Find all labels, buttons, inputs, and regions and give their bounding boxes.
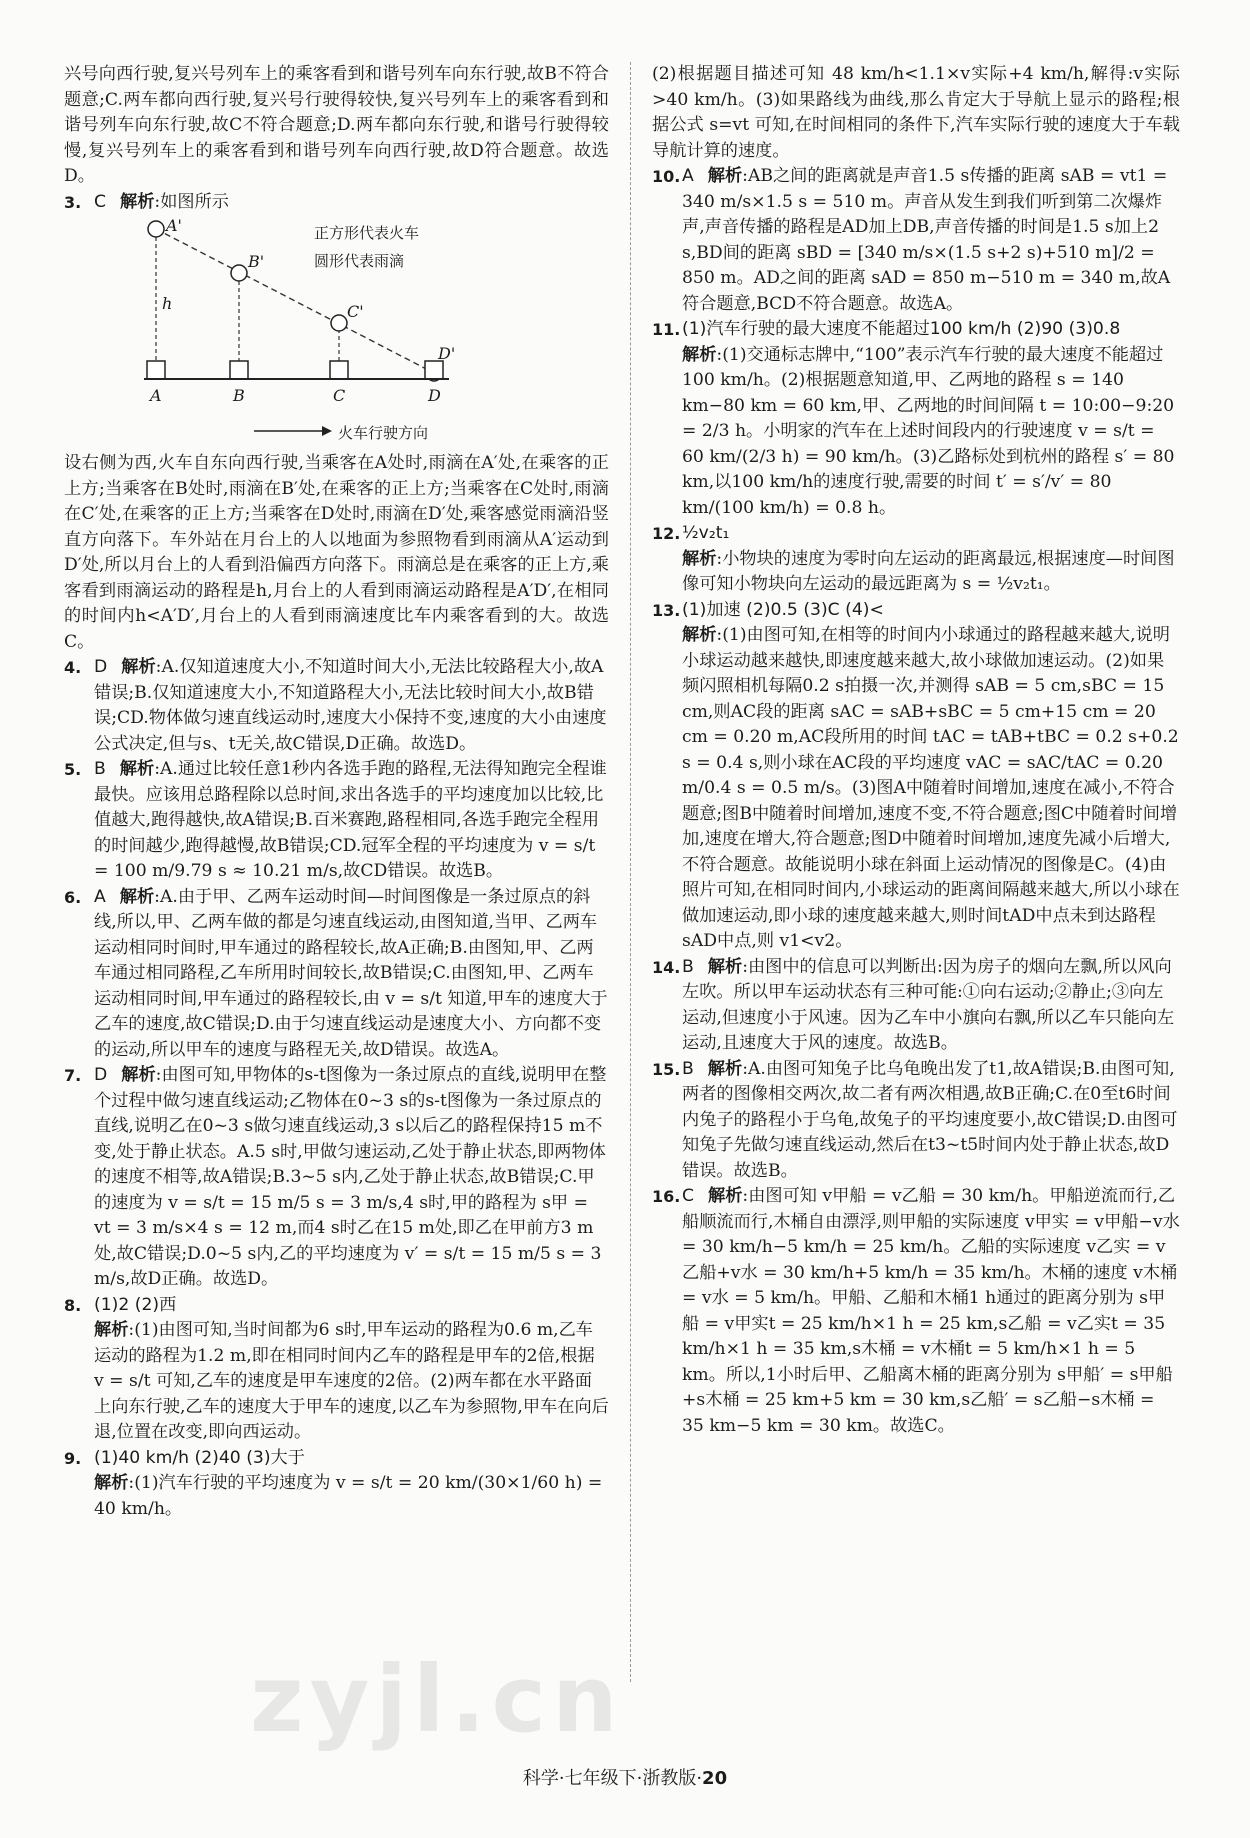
- raindrop-b: [231, 265, 247, 281]
- page-footer: [0, 1764, 1250, 1790]
- column-divider: [630, 62, 631, 1682]
- rain-train-diagram: A' B' C' D' A B C D h 正方形代表火车 圆形代表雨滴 火车行驶方向: [104, 219, 564, 449]
- raindrop-a: [148, 221, 164, 237]
- question-13: 13. (1)加速 (2)0.5 (3)C (4)< 解析:(1)由图可知,在相等的时间内小球通过的路程越来越大,说明小球运动越来越快,即速度越来越大,故小球做加速运动。(2)如果频闪照相机每隔0.2 s拍摄一次,并测得 sAB = 5 cm,sBC = 15 cm,则AC段的距离 sAC = sAB+sBC = 5 cm+15 cm = 20 cm = 0.20 m,AC段所用的时间 tAC = tAB+tBC = 0.2 s+0.2 s = 0.4 s,则小球在AC段的平均速度 vAC = sAC/tAC = 0.20 m/0.4 s = 0.5 m/s。(3)图A中随着时间增加,速度在减小,不符合题意;图B中随着时间增加,速度不变,不符合题意;图C中随着时间增加,速度在增大,符合题意;图D中随着时间增加,速度先减小后增大,不符合题意。故能说明小球在斜面上运动情况的图像是C。(4)由照片可知,在相同时间内,小球运动的距离间隔越来越大,所以小球在做加速运动,即小球的速度越来越大,则时间tAD中点未到达路程sAD中点,则 v1<v2。: [652, 599, 1180, 951]
- train-b: [230, 361, 248, 379]
- page-number: 20: [702, 1768, 728, 1789]
- arrow-head: [322, 426, 332, 436]
- question-15: 15. B 解析:A.由图可知兔子比乌龟晚出发了t1,故A错误;B.由图可知,两者的图像相交两次,故二者有两次相遇,故B正确;C.在0至t6时间内兔子的路程小于乌龟,故兔子的平均速度要小,故C错误;D.由图可知兔子先做匀速直线运动,然后在t3~t5时间内处于静止状态,故D错误。故选B。: [652, 1058, 1178, 1181]
- question-5: 5. B 解析:A.通过比较任意1秒内各选手跑的路程,无法得知跑完全程谁最快。应该用总路程除以总时间,求出各选手的平均速度加以比较,比值越大,跑得越快,故A错误;B.百米赛跑,路程相同,各选手跑完全程用的时间越少,跑得越慢,故B错误;CD.冠军全程的平均速度为 v = s/t = 100 m/9.79 s ≈ 10.21 m/s,故CD错误。故选B。: [64, 759, 607, 881]
- question-12: 12. ½v₂t₁ 解析:小物块的速度为零时向左运动的距离最远,根据速度—时间图像可知小物块向左运动的最远距离为 s = ½v₂t₁。: [652, 523, 1175, 594]
- right-column: [652, 62, 1180, 1439]
- question-7: 7. D 解析:由图可知,甲物体的s-t图像为一条过原点的直线,说明甲在整个过程中做匀速直线运动;乙物体在0~3 s的s-t图像为一条过原点的直线,说明乙在0~3 s做匀速直线运动,3 s以后乙的路程保持15 m不变,处于静止状态。A.5 s时,甲做匀速运动,乙处于静止状态,即两物体的速度不相等,故A错误;B.3~5 s内,乙处于静止状态,故B错误;C.甲的速度为 v = s/t = 15 m/5 s = 3 m/s,4 s时,甲的路程为 s甲 = vt = 3 m/s×4 s = 12 m,而4 s时乙在15 m处,即乙在甲前方3 m处,故C错误;D.0~5 s内,乙的平均速度为 v′ = s/t = 15 m/5 s = 3 m/s,故D正确。故选D。: [64, 1065, 607, 1289]
- arrow-label: 火车行驶方向: [338, 424, 429, 442]
- question-16: 16. C 解析:由图可知 v甲船 = v乙船 = 30 km/h。甲船逆流而行,乙船顺流而行,木桶自由漂浮,则甲船的实际速度 v甲实 = v甲船−v水 = 30 km/h−5 km/h = 25 km/h。乙船的实际速度 v乙实 = v乙船+v水 = 30 km/h+5 km/h = 35 km/h。木桶的速度 v木桶 = v水 = 5 km/h。甲船、乙船和木桶1 h通过的距离分别为 s甲船 = v甲实t = 25 km/h×1 h = 25 km,s乙船 = v乙实t = 35 km/h×1 h = 35 km,s木桶 = v木桶t = 5 km/h×1 h = 5 km。所以,1小时后甲、乙船离木桶的距离分别为 s甲船′ = s甲船+s木桶 = 25 km+5 km = 30 km,s乙船′ = s乙船−s木桶 = 35 km−5 km = 30 km。故选C。: [652, 1186, 1180, 1436]
- footer-subject: 科学·七年级下·浙教版·: [522, 1768, 703, 1789]
- question-14: 14. B 解析:由图中的信息可以判断出:因为房子的烟向左飘,所以风向左吹。所以甲车运动状态有三种可能:①向右运动;②静止;③向左运动,但速度小于风速。因为乙车中小旗向右飘,所以乙车只能向左运动,且速度大于风的速度。故选B。: [652, 956, 1175, 1053]
- q3-explanation: 设右侧为西,火车自东向西行驶,当乘客在A处时,雨滴在A′处,在乘客的正上方;当乘客在B处时,雨滴在B′处,在乘客的正上方;当乘客在C处时,雨滴在C′处,在乘客的正上方;当乘客在D处时,雨滴在D′处,乘客感觉雨滴沿竖直方向落下。车外站在月台上的人以地面为参照物看到雨滴从A′运动到D′处,所以月台上的人看到沿偏西方向落下。雨滴总是在乘客的正上方,乘客看到雨滴运动的路程是h,月台上的人看到雨滴运动路程是A′D′,在相同的时间内h<A′D′,月台上的人看到雨滴速度比车内乘客看到的大。故选C。: [64, 453, 609, 652]
- train-a: [147, 361, 165, 379]
- question-4: 4. D 解析:A.仅知道速度大小,不知道时间大小,无法比较路程大小,故A错误;B.仅知道速度大小,不知道路程大小,无法比较时间大小,故B错误;CD.物体做匀速直线运动时,速度大小保持不变,速度的大小由速度公式决定,但与s、t无关,故C错误,D正确。故选D。: [64, 657, 607, 754]
- train-c: [330, 361, 348, 379]
- question-6: 6. A 解析:A.由于甲、乙两车运动时间—时间图像是一条过原点的斜线,所以,甲、乙两车做的都是匀速直线运动,由图知道,当甲、乙两车运动相同时间时,甲车通过的路程较长,故A正确;B.由图知,甲、乙两车通过相同路程,乙车所用时间较长,故B错误;C.由图知,甲、乙两车运动相同时间,甲车通过的路程较长,由 v = s/t 知道,甲车的速度大于乙车的速度,故C错误;D.由于匀速直线运动是速度大小、方向都不变的运动,所以甲车的速度与路程无关,故D错误。故选A。: [64, 886, 608, 1060]
- question-3: 3. C 解析:如图所示: [64, 191, 229, 212]
- continued-text-right: (2)根据题目描述可知 48 km/h<1.1×v实际+4 km/h,解得:v实际>40 km/h。(3)如果路线为曲线,那么肯定大于导航上显示的路程;根据公式 s=vt 可知,在时间相同的条件下,汽车实际行驶的速度大于车载导航计算的速度。: [652, 64, 1180, 161]
- legend-square: 正方形代表火车: [314, 224, 420, 242]
- question-10: 10. A 解析:AB之间的距离就是声音1.5 s传播的距离 sAB = vt1 = 340 m/s×1.5 s = 510 m。声音从发生到我们听到第二次爆炸声,声音传播的路程是AD加上DB,声音传播的时间是1.5 s加上2 s,BD间的距离 sBD = [340 m/s×(1.5 s+2 s)+510 m]/2 = 850 m。AD之间的距离 sAD = 850 m−510 m = 340 m,故A符合题意,BCD不符合题意。故选A。: [652, 166, 1171, 314]
- watermark: zyjl.cn: [250, 1646, 624, 1753]
- question-9: 9. (1)40 km/h (2)40 (3)大于 解析:(1)汽车行驶的平均速度为 v = s/t = 20 km/(30×1/60 h) = 40 km/h。: [64, 1447, 603, 1519]
- raindrop-c: [331, 315, 347, 331]
- question-11: 11. (1)汽车行驶的最大速度不能超过100 km/h (2)90 (3)0.8 解析:(1)交通标志牌中,“100”表示汽车行驶的最大速度不能超过100 km/h。(2)根据题意知道,甲、乙两地的路程 s = 140 km−80 km = 60 km,甲、乙两地的时间间隔 t = 10:00−9:20 = 2/3 h。小明家的汽车在上述时间段内的行驶速度 v = s/t = 60 km/(2/3 h) = 90 km/h。(3)乙路标处到杭州的路程 s′ = 80 km,以100 km/h的速度行驶,需要的时间 t′ = s′/v′ = 80 km/(100 km/h) = 0.8 h。: [652, 319, 1175, 518]
- continued-text: 兴号向西行驶,复兴号列车上的乘客看到和谐号列车向东行驶,故B不符合题意;C.两车都向西行驶,复兴号行驶得较快,复兴号列车上的乘客看到和谐号列车向东行驶,故C不符合题意;D.两车都向东行驶,和谐号行驶得较慢,复兴号列车上的乘客看到和谐号列车向西行驶,故D符合题意。故选D。: [64, 64, 609, 186]
- legend-circle: 圆形代表雨滴: [314, 252, 405, 270]
- left-column: [64, 62, 609, 1522]
- question-8: 8. (1)2 (2)西 解析:(1)由图可知,当时间都为6 s时,甲车运动的路程为0.6 m,乙车运动的路程为1.2 m,即在相同时间内乙车的路程是甲车的2倍,根据 v = s/t 可知,乙车的速度是甲车速度的2倍。(2)两车都在水平路面上向东行驶,乙车的速度大于甲车的速度,以乙车为参照物,甲车在向后退,位置在改变,即向西运动。: [64, 1294, 609, 1442]
